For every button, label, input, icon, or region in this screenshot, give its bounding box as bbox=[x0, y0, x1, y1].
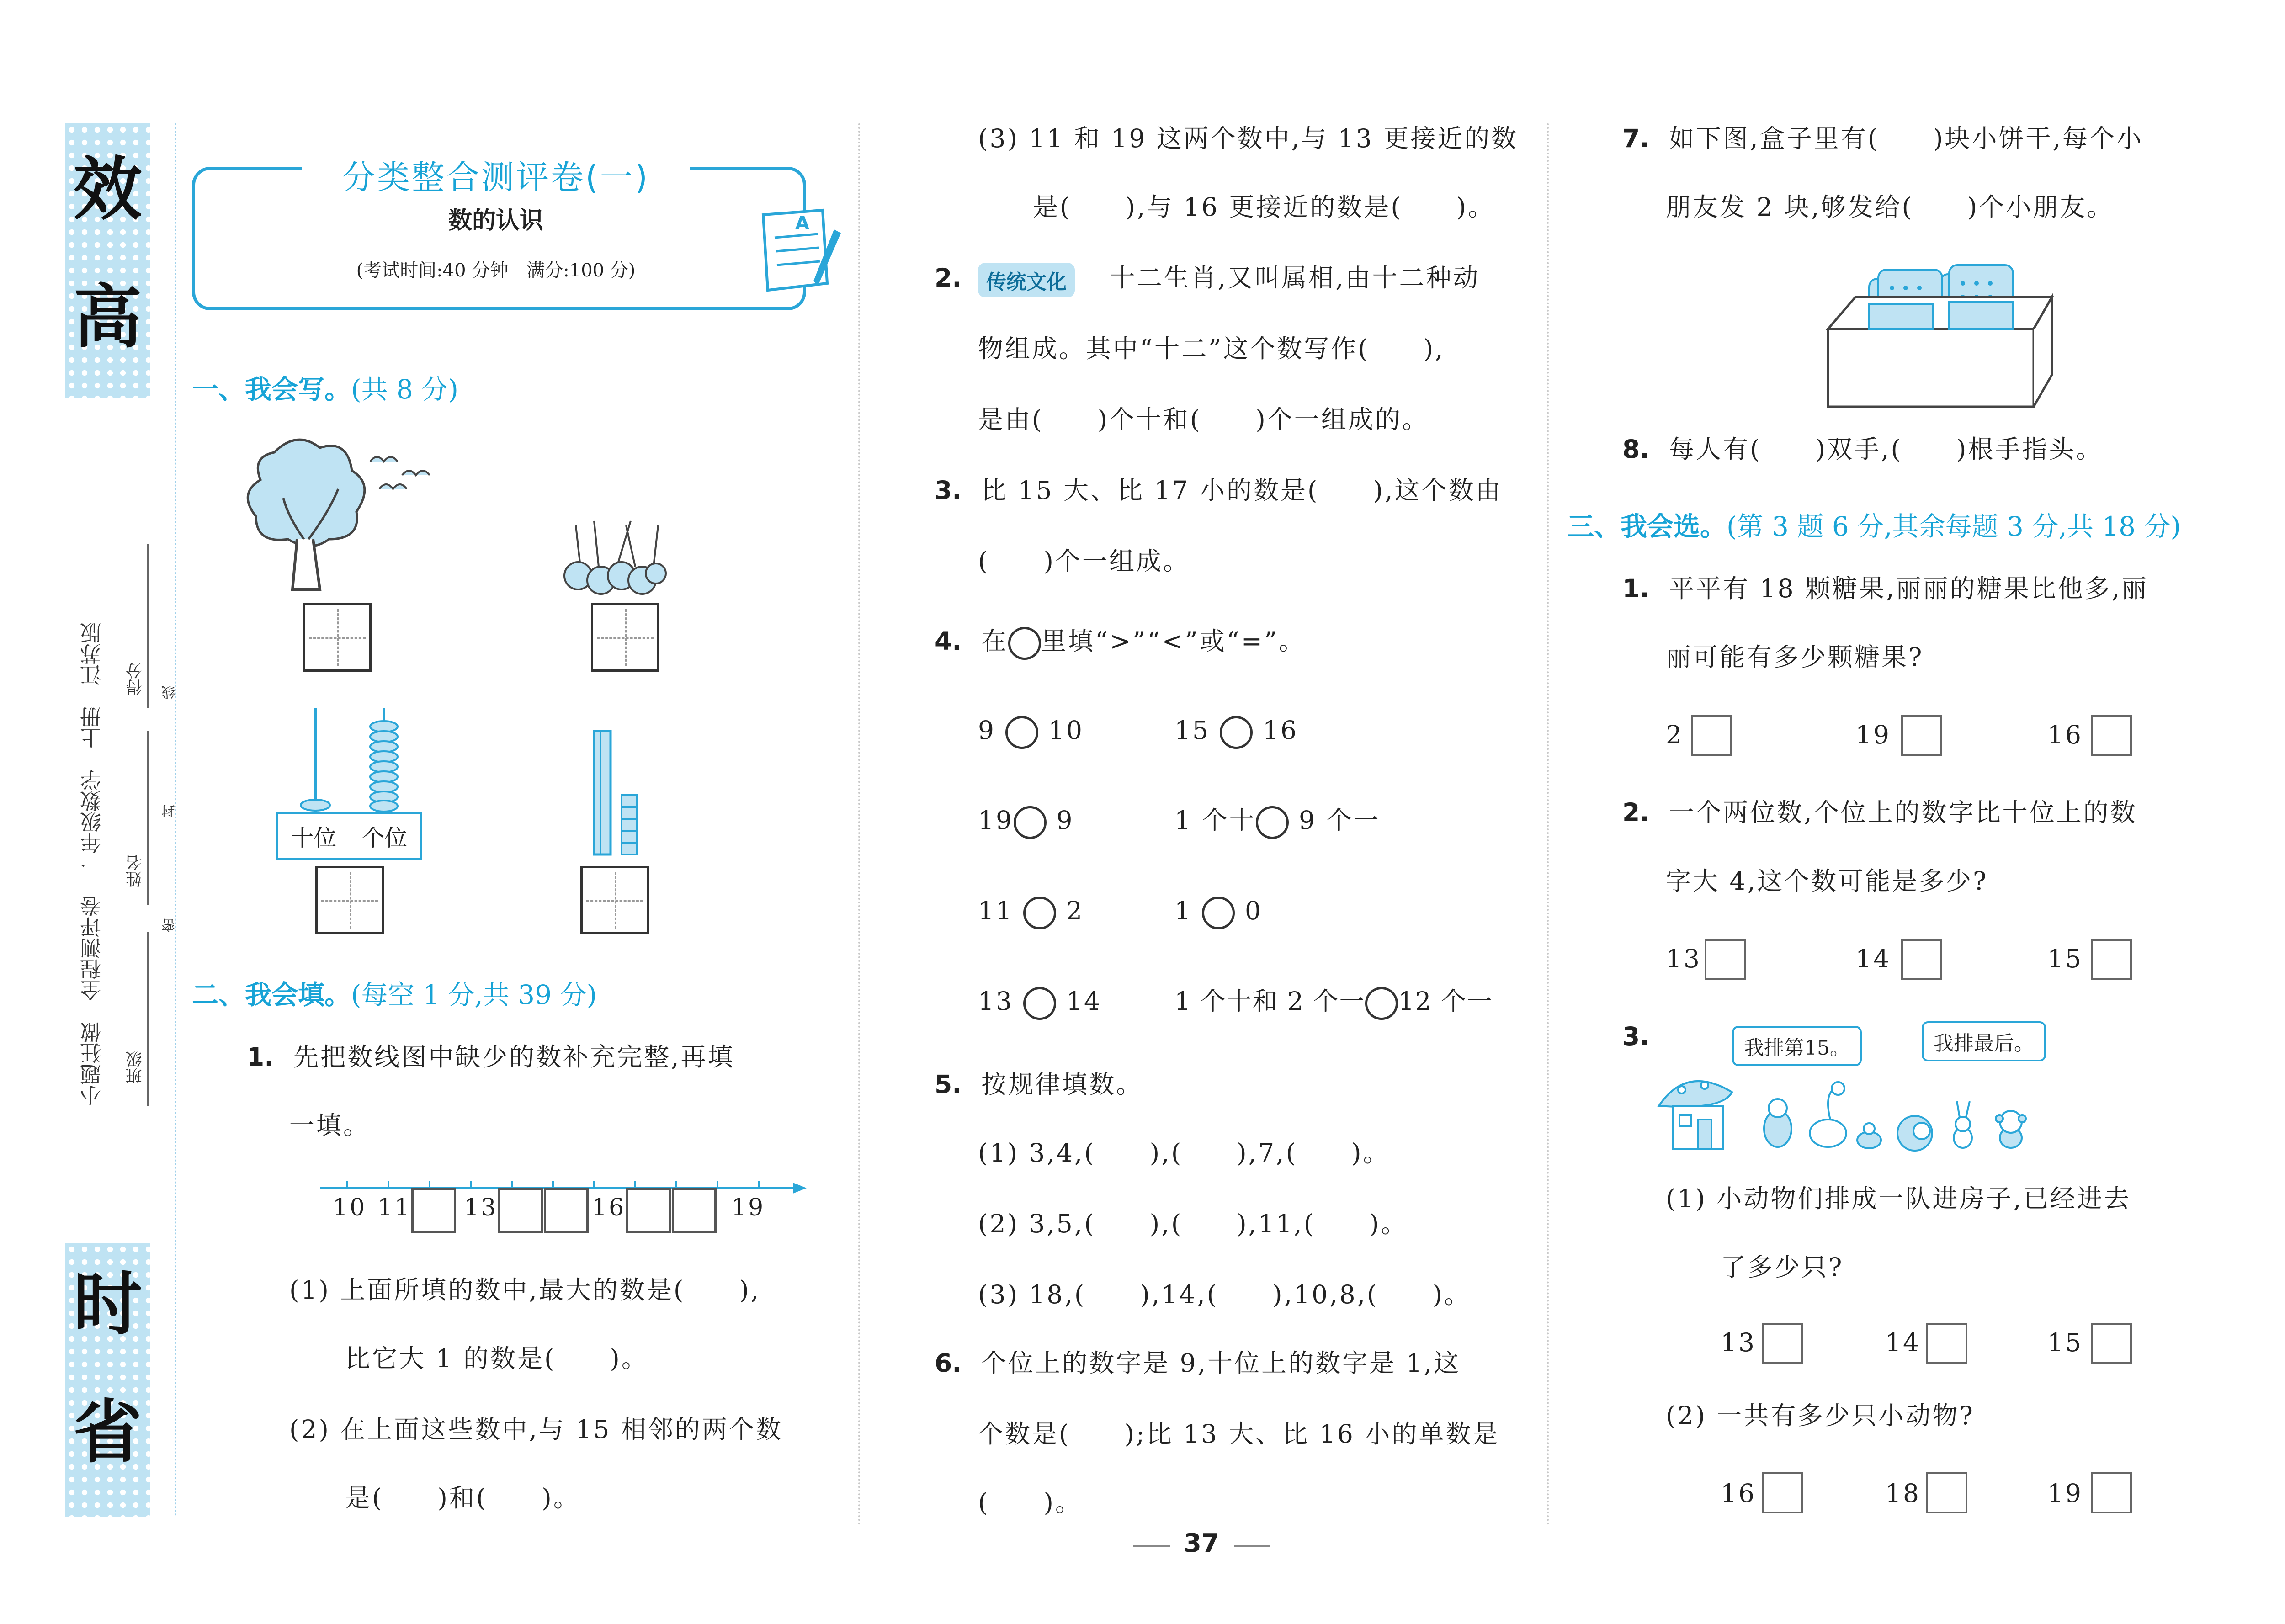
abacus-label-box bbox=[276, 812, 422, 860]
numberline-label-19: 19 bbox=[731, 1194, 765, 1221]
animals-queue-illustration bbox=[1654, 1065, 2116, 1156]
s3-q2-checkbox-1[interactable] bbox=[1705, 939, 1746, 980]
field-score-label: 得分 bbox=[126, 663, 144, 695]
compare-circle-4b[interactable] bbox=[1365, 987, 1398, 1020]
s3-q3-sub2: (2) 一共有多少只小动物? bbox=[1666, 1401, 1975, 1430]
compare-circle-sample bbox=[1008, 627, 1041, 660]
section3-heading: 三、我会选。(第 3 题 6 分,其余每题 3 分,共 18 分) bbox=[1568, 511, 2181, 542]
s3-q3-sub2-checkbox-3[interactable] bbox=[2091, 1472, 2132, 1513]
seal-char-xian: 线 bbox=[162, 685, 178, 699]
s2-q1-line1: 1. 先把数线图中缺少的数补充完整,再填 bbox=[247, 1042, 735, 1072]
s2-q1-sub1-line1: (1) 上面所填的数中,最大的数是( ), bbox=[289, 1275, 761, 1305]
section1-heading: 一、我会写。(共 8 分) bbox=[192, 374, 459, 405]
svg-text:A: A bbox=[795, 213, 809, 234]
numberline-blank-15[interactable] bbox=[544, 1188, 589, 1233]
s3-q3-sub2-checkbox-1[interactable] bbox=[1762, 1472, 1803, 1513]
answer-grid-tree[interactable] bbox=[303, 603, 372, 672]
s3-q2-option-3: 15 bbox=[2047, 944, 2083, 973]
compare-circle-1b[interactable] bbox=[1220, 716, 1253, 749]
compare-row1-a: 9 10 bbox=[978, 715, 1084, 749]
numberline-label-13: 13 bbox=[464, 1194, 498, 1221]
tree-birds-illustration bbox=[242, 434, 443, 599]
s3-q2-option-1: 13 bbox=[1666, 944, 1701, 973]
margin-dotted-line bbox=[175, 123, 176, 1517]
margin-char-shi: 时 bbox=[73, 1265, 142, 1344]
s2-q5-sub3: (3) 18,( ),14,( ),10,8,( )。 bbox=[978, 1280, 1471, 1309]
abacus-illustration bbox=[274, 704, 425, 818]
compare-row1-b: 15 16 bbox=[1174, 715, 1298, 749]
s3-q3-sub1-checkbox-1[interactable] bbox=[1762, 1323, 1803, 1364]
field-class-line bbox=[147, 932, 149, 1106]
s2-q6-line2: 个数是( );比 13 大、比 16 小的单数是 bbox=[978, 1419, 1500, 1449]
abacus-ones-label: 个位 bbox=[361, 824, 408, 851]
numberline-blank-18[interactable] bbox=[672, 1188, 717, 1233]
s3-q2-line2: 字大 4,这个数可能是多少? bbox=[1666, 866, 1988, 896]
compare-circle-2b[interactable] bbox=[1256, 806, 1289, 839]
s3-q3-sub1-checkbox-2[interactable] bbox=[1926, 1323, 1967, 1364]
s2-q2-line2: 物组成。其中“十二”这个数写作( ), bbox=[978, 334, 1445, 363]
s3-q3-sub2-checkbox-2[interactable] bbox=[1926, 1472, 1967, 1513]
s2-q1-sub2-line2: 是( )和( )。 bbox=[345, 1483, 580, 1513]
page-number-rule-right bbox=[1234, 1545, 1270, 1547]
speech-bubble-15th: 我排第15。 bbox=[1732, 1026, 1862, 1066]
s3-q1-checkbox-2[interactable] bbox=[1901, 715, 1942, 756]
compare-row2-b: 1 个十 9 个一 bbox=[1174, 805, 1380, 839]
field-score-line bbox=[147, 544, 149, 708]
numberline-blank-17[interactable] bbox=[626, 1188, 671, 1233]
answer-grid-abacus[interactable] bbox=[315, 866, 384, 934]
field-name-label: 姓名 bbox=[126, 854, 144, 887]
compare-row4-b: 1 个十和 2 个一 12 个一 bbox=[1174, 986, 1493, 1020]
s2-q2-line1: 2. 十二生肖,又叫属相,由十二种动 bbox=[935, 263, 1480, 292]
seal-char-feng: 封 bbox=[162, 804, 178, 818]
s3-q1-line1: 1. 平平有 18 颗糖果,丽丽的糖果比他多,丽 bbox=[1622, 574, 2149, 603]
s3-q1-option-3: 16 bbox=[2047, 720, 2083, 749]
numberline-blank-12[interactable] bbox=[411, 1188, 456, 1233]
page-number: 37 bbox=[1184, 1528, 1219, 1558]
field-class-label: 班级 bbox=[126, 1051, 144, 1084]
numberline-label-11: 11 bbox=[377, 1194, 412, 1221]
compare-circle-4a[interactable] bbox=[1023, 987, 1056, 1020]
compare-row2-a: 19 9 bbox=[978, 805, 1074, 839]
s2-q1-sub3-line1: (3) 11 和 19 这两个数中,与 13 更接近的数 bbox=[978, 124, 1519, 153]
biscuit-box-illustration bbox=[1823, 260, 2061, 411]
s2-q1-sub2-line1: (2) 在上面这些数中,与 15 相邻的两个数 bbox=[289, 1415, 783, 1444]
s3-q3-sub2-option-1: 16 bbox=[1721, 1479, 1756, 1508]
s2-q3-line1: 3. 比 15 大、比 17 小的数是( ),这个数由 bbox=[935, 476, 1503, 505]
margin-char-xiao: 效 bbox=[73, 150, 142, 229]
field-name-line bbox=[147, 731, 149, 905]
s2-q6-line3: ( )。 bbox=[978, 1488, 1082, 1517]
compare-row3-b: 1 0 bbox=[1174, 896, 1263, 929]
s3-q3-number: 3. bbox=[1622, 1022, 1650, 1051]
s3-q1-checkbox-1[interactable] bbox=[1691, 715, 1732, 756]
speech-bubble-last: 我排最后。 bbox=[1922, 1021, 2046, 1061]
s3-q2-line1: 2. 一个两位数,个位上的数字比十位上的数 bbox=[1622, 798, 2137, 827]
s2-q5-sub2: (2) 3,5,( ),( ),11,( )。 bbox=[978, 1209, 1408, 1238]
compare-circle-3a[interactable] bbox=[1023, 897, 1056, 929]
s2-q2-line3: 是由( )个十和( )个一组成的。 bbox=[978, 405, 1429, 434]
section2-heading: 二、我会填。(每空 1 分,共 39 分) bbox=[192, 979, 597, 1010]
s2-q1-line2: 一填。 bbox=[289, 1111, 371, 1140]
s2-q3-line2: ( )个一组成。 bbox=[978, 547, 1190, 576]
page-subtitle: 数的认识 bbox=[448, 207, 543, 234]
page-title: 分类整合测评卷(一) bbox=[342, 158, 650, 196]
s3-q3-sub1-checkbox-3[interactable] bbox=[2091, 1323, 2132, 1364]
numberline-label-10: 10 bbox=[333, 1194, 367, 1221]
counting-sticks-illustration bbox=[585, 727, 658, 859]
s3-q3-sub2-option-2: 18 bbox=[1885, 1479, 1921, 1508]
seal-char-mi: 密 bbox=[162, 918, 178, 932]
cherries-illustration bbox=[562, 512, 667, 599]
s3-q1-option-2: 19 bbox=[1855, 720, 1891, 749]
abacus-tens-label: 十位 bbox=[291, 824, 337, 851]
s2-q7-line2: 朋友发 2 块,够发给( )个小朋友。 bbox=[1666, 192, 2114, 222]
compare-row3-a: 11 2 bbox=[978, 896, 1084, 929]
column-separator-2 bbox=[1547, 123, 1549, 1526]
s3-q1-option-1: 2 bbox=[1666, 720, 1684, 749]
s3-q2-option-2: 14 bbox=[1855, 944, 1891, 973]
s2-q5-sub1: (1) 3,4,( ),( ),7,( )。 bbox=[978, 1138, 1390, 1168]
s2-q8: 8. 每人有( )双手,( )根手指头。 bbox=[1622, 435, 2103, 464]
s2-q1-sub1-line2: 比它大 1 的数是( )。 bbox=[345, 1344, 648, 1373]
column-separator-1 bbox=[858, 123, 860, 1526]
series-label: 小题狂做 全程测评卷 一年级数学 上册 江苏版 bbox=[80, 622, 104, 1106]
s2-q1-sub3-line2: 是( ),与 16 更接近的数是( )。 bbox=[1033, 192, 1495, 222]
s3-q1-line2: 丽可能有多少颗糖果? bbox=[1666, 642, 1924, 672]
s3-q3-sub1-line1: (1) 小动物们排成一队进房子,已经进去 bbox=[1666, 1184, 2131, 1213]
s3-q2-checkbox-2[interactable] bbox=[1901, 939, 1942, 980]
compare-circle-3b[interactable] bbox=[1202, 897, 1235, 929]
s3-q1-checkbox-3[interactable] bbox=[2091, 715, 2132, 756]
page-number-rule-left bbox=[1133, 1545, 1170, 1547]
s3-q3-sub1-option-1: 13 bbox=[1721, 1328, 1756, 1357]
numberline-blank-14[interactable] bbox=[498, 1188, 543, 1233]
exam-paper-icon bbox=[749, 206, 845, 297]
s2-q7-line1: 7. 如下图,盒子里有( )块小饼干,每个小 bbox=[1622, 124, 2144, 153]
answer-grid-sticks[interactable] bbox=[580, 866, 649, 934]
compare-circle-1a[interactable] bbox=[1005, 716, 1038, 749]
traditional-culture-tag: 传统文化 bbox=[978, 263, 1075, 297]
s2-q4-instruction: 4. 在 里填“>”“<”或“=”。 bbox=[935, 626, 1306, 660]
s3-q3-sub1-option-2: 14 bbox=[1885, 1328, 1921, 1357]
margin-char-sheng: 省 bbox=[73, 1393, 142, 1472]
exam-info: (考试时间:40 分钟 满分:100 分) bbox=[356, 260, 636, 281]
margin-char-gao: 高 bbox=[73, 278, 142, 357]
s3-q3-sub2-option-3: 19 bbox=[2047, 1479, 2083, 1508]
s2-q6-line1: 6. 个位上的数字是 9,十位上的数字是 1,这 bbox=[935, 1348, 1461, 1378]
s2-q5-instruction: 5. 按规律填数。 bbox=[935, 1070, 1143, 1099]
compare-circle-2a[interactable] bbox=[1014, 806, 1047, 839]
compare-row4-a: 13 14 bbox=[978, 986, 1102, 1020]
s3-q3-sub1-option-3: 15 bbox=[2047, 1328, 2083, 1357]
numberline-label-16: 16 bbox=[592, 1194, 626, 1221]
s3-q3-sub1-line2: 了多少只? bbox=[1721, 1252, 1844, 1282]
s3-q2-checkbox-3[interactable] bbox=[2091, 939, 2132, 980]
answer-grid-cherries[interactable] bbox=[591, 603, 659, 672]
